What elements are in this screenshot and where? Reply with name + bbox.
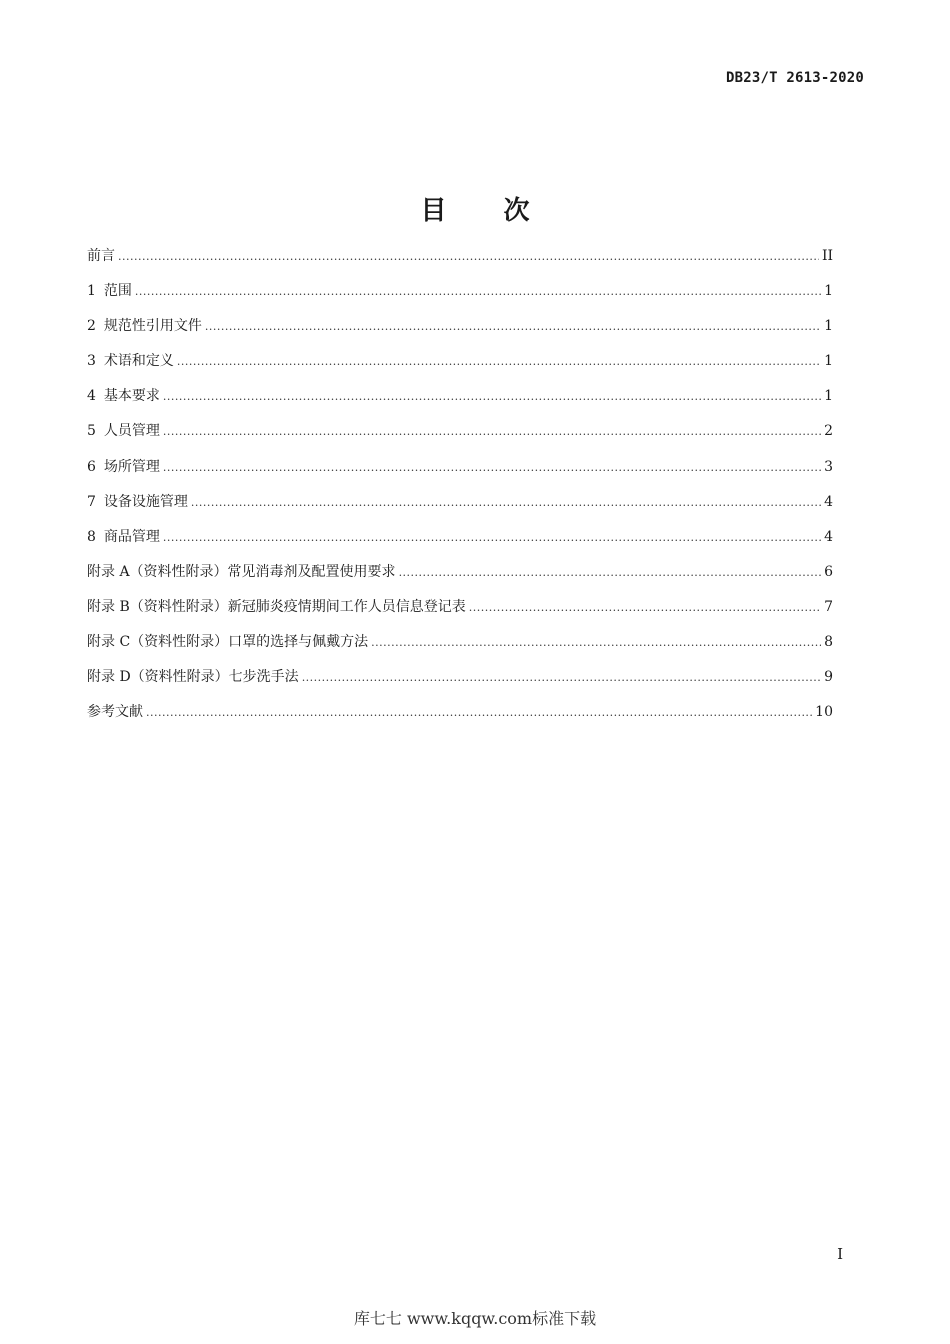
toc-entry-label: 术语和定义 [103,353,174,370]
toc-entry-label: 场所管理 [103,458,160,475]
toc-entry-page: 9 [824,669,833,686]
toc-entry[interactable] [87,665,833,700]
toc-leader-dots [163,420,821,444]
toc-entry-page: 7 [824,598,833,615]
toc-leader-dots [135,280,821,304]
toc-entry[interactable] [87,630,833,665]
table-of-contents [87,244,833,735]
toc-entry-label: 设备设施管理 [103,493,188,510]
toc-entry[interactable] [87,384,833,419]
toc-entry-page: 4 [824,528,833,545]
toc-entry-page: 6 [824,563,833,580]
title-char-1: 目 [420,196,447,226]
watermark-text: 库七七 www.kqqw.com标准下载 [353,1309,597,1328]
toc-leader-dots [163,526,821,550]
toc-leader-dots [163,385,821,409]
toc-leader-dots [177,350,821,374]
toc-leader-dots [205,315,821,339]
toc-entry[interactable] [87,279,833,314]
toc-entry-label: 前言 [87,248,115,264]
toc-leader-dots [302,666,821,690]
toc-entry-label: 附录 A（资料性附录）常见消毒剂及配置使用要求 [87,563,396,580]
page-title [0,190,950,227]
title-char-2: 次 [503,196,530,226]
toc-entry-page: 3 [824,458,833,475]
toc-entry-page: 1 [824,388,833,405]
toc-entry-page: 2 [824,423,833,440]
toc-entry-page: 10 [815,704,833,721]
toc-leader-dots [118,245,819,269]
toc-leader-dots [399,561,822,585]
toc-leader-dots [371,631,821,655]
toc-entry[interactable] [87,314,833,349]
toc-entry-number: 6 [87,458,96,475]
toc-entry-label: 附录 B（资料性附录）新冠肺炎疫情期间工作人员信息登记表 [87,598,466,615]
toc-entry-label: 附录 C（资料性附录）口罩的选择与佩戴方法 [87,634,369,651]
toc-entry-page: 1 [824,318,833,335]
toc-entry[interactable] [87,349,833,384]
toc-leader-dots [469,596,821,620]
toc-leader-dots [163,456,821,480]
toc-entry-label: 规范性引用文件 [103,318,202,335]
toc-entry-number: 5 [87,423,96,440]
toc-entry[interactable] [87,490,833,525]
toc-entry-label: 人员管理 [103,423,160,440]
toc-leader-dots [191,491,821,515]
toc-entry-label: 商品管理 [103,528,160,545]
toc-entry-label: 范围 [103,283,132,300]
toc-entry-label: 附录 D（资料性附录）七步洗手法 [87,669,299,686]
toc-entry-number: 7 [87,493,96,510]
toc-entry[interactable] [87,525,833,560]
toc-entry-label: 参考文献 [87,704,143,721]
toc-entry-number: 4 [87,388,96,405]
toc-entry[interactable] [87,455,833,490]
toc-entry-number: 1 [87,283,96,300]
toc-entry[interactable] [87,244,833,279]
toc-entry-page: II [821,248,833,264]
toc-entry-number: 2 [87,318,96,335]
page-number: I [837,1245,843,1263]
toc-entry[interactable] [87,560,833,595]
toc-entry[interactable] [87,419,833,454]
toc-entry-page: 1 [824,353,833,370]
toc-entry-number: 3 [87,353,96,370]
toc-entry-number: 8 [87,528,96,545]
toc-entry[interactable] [87,595,833,630]
toc-entry-label: 基本要求 [103,388,160,405]
toc-entry-page: 8 [824,634,833,651]
toc-leader-dots [146,701,812,725]
document-code: DB23/T 2613-2020 [725,70,864,86]
toc-entry[interactable] [87,700,833,735]
toc-entry-page: 1 [824,283,833,300]
toc-entry-page: 4 [824,493,833,510]
